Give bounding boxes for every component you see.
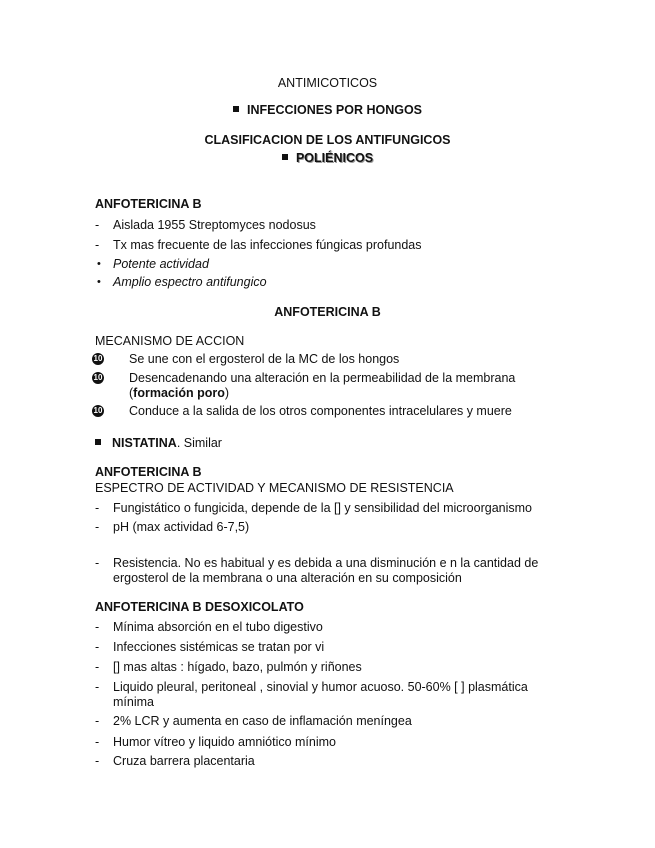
numbered-circle-icon: 10 (93, 354, 103, 363)
heading-clasificacion: CLASIFICACION DE LOS ANTIFUNGICOS (204, 133, 451, 147)
list-item-continuation: (formación poro) (129, 386, 230, 400)
heading-polienicos: POLIÉNICOS (0, 151, 655, 166)
list-item-continuation: mínima (113, 695, 154, 709)
section-title: ANFOTERICINA B (95, 197, 202, 211)
section-title: ANFOTERICINA B DESOXICOLATO (95, 600, 304, 614)
list-item: 10 Se une con el ergosterol de la MC de los hongos (93, 352, 400, 366)
list-item: 10 Conduce a la salida de los otros componentes intracelulares y muere (93, 404, 512, 418)
square-bullet-icon (95, 439, 101, 445)
section-subtitle: ESPECTRO DE ACTIVIDAD Y MECANISMO DE RESISTENCIA (95, 481, 454, 495)
bullet-icon: • (97, 258, 101, 270)
section-title: ANFOTERICINA B (274, 305, 381, 319)
numbered-circle-icon: 10 (93, 406, 103, 415)
square-bullet-icon (233, 106, 239, 112)
list-item-continuation: ergosterol de la membrana o una alteración en su composición (113, 571, 462, 585)
heading-infecciones: INFECCIONES POR HONGOS (0, 103, 655, 118)
bullet-icon: • (97, 276, 101, 288)
page-title: ANTIMICOTICOS (277, 76, 378, 90)
list-item: 10 Desencadenando una alteración en la permeabilidad de la membrana (93, 371, 516, 385)
square-bullet-icon (282, 154, 288, 160)
section-subtitle: MECANISMO DE ACCION (95, 334, 245, 348)
nistatina-line: NISTATINA. Similar (95, 436, 222, 451)
numbered-circle-icon: 10 (93, 373, 103, 382)
section-title: ANFOTERICINA B (95, 465, 202, 479)
